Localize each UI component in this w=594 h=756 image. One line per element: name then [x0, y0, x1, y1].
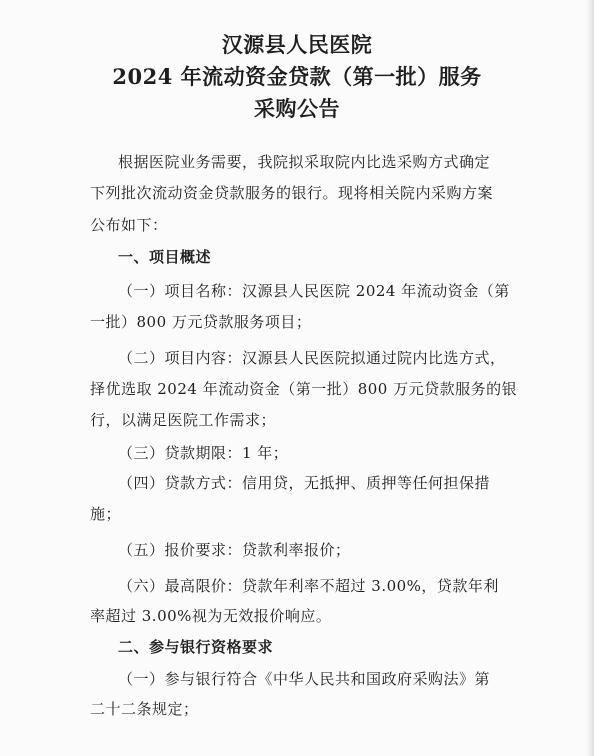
document-title-line-2: 2024 年流动资金贷款（第一批）服务 [112, 64, 482, 89]
item-project-name-line-1: （一）项目名称：汉源县人民医院 2024 年流动资金（第 [118, 282, 510, 300]
item-bank-qualification-line-1: （一）参与银行符合《中华人民共和国政府采购法》第 [118, 670, 491, 688]
intro-line-3: 公布如下： [90, 216, 168, 234]
document-title-line-1: 汉源县人民医院 [221, 32, 373, 57]
item-loan-method-line-1: （四）贷款方式：信用贷，无抵押、质押等任何担保措 [118, 474, 491, 492]
item-price-cap-line-1: （六）最高限价：贷款年利率不超过 3.00%，贷款年利 [118, 577, 499, 595]
item-project-content-line-2: 择优选取 2024 年流动资金（第一批）800 万元贷款服务的银 [90, 380, 518, 398]
section-heading-bank-qualifications: 二、参与银行资格要求 [118, 638, 274, 656]
item-project-content-line-3: 行，以满足医院工作需求； [90, 411, 277, 429]
item-loan-term: （三）贷款期限：1 年； [118, 444, 289, 462]
item-project-name-line-2: 一批）800 万元贷款服务项目； [90, 313, 312, 331]
item-bank-qualification-line-2: 二十二条规定； [90, 700, 199, 718]
item-quote-requirement: （五）报价要求：贷款利率报价； [118, 541, 351, 559]
item-project-content-line-1: （二）项目内容：汉源县人民医院拟通过院内比选方式， [118, 349, 506, 367]
intro-line-1: 根据医院业务需要，我院拟采取院内比选采购方式确定 [118, 153, 491, 171]
section-heading-overview: 一、项目概述 [118, 248, 212, 266]
item-loan-method-line-2: 施； [90, 505, 122, 523]
item-price-cap-line-2: 率超过 3.00%视为无效报价响应。 [90, 607, 332, 625]
intro-line-2: 下列批次流动资金贷款服务的银行。现将相关院内采购方案 [90, 184, 494, 202]
document-title-line-3: 采购公告 [254, 96, 340, 121]
